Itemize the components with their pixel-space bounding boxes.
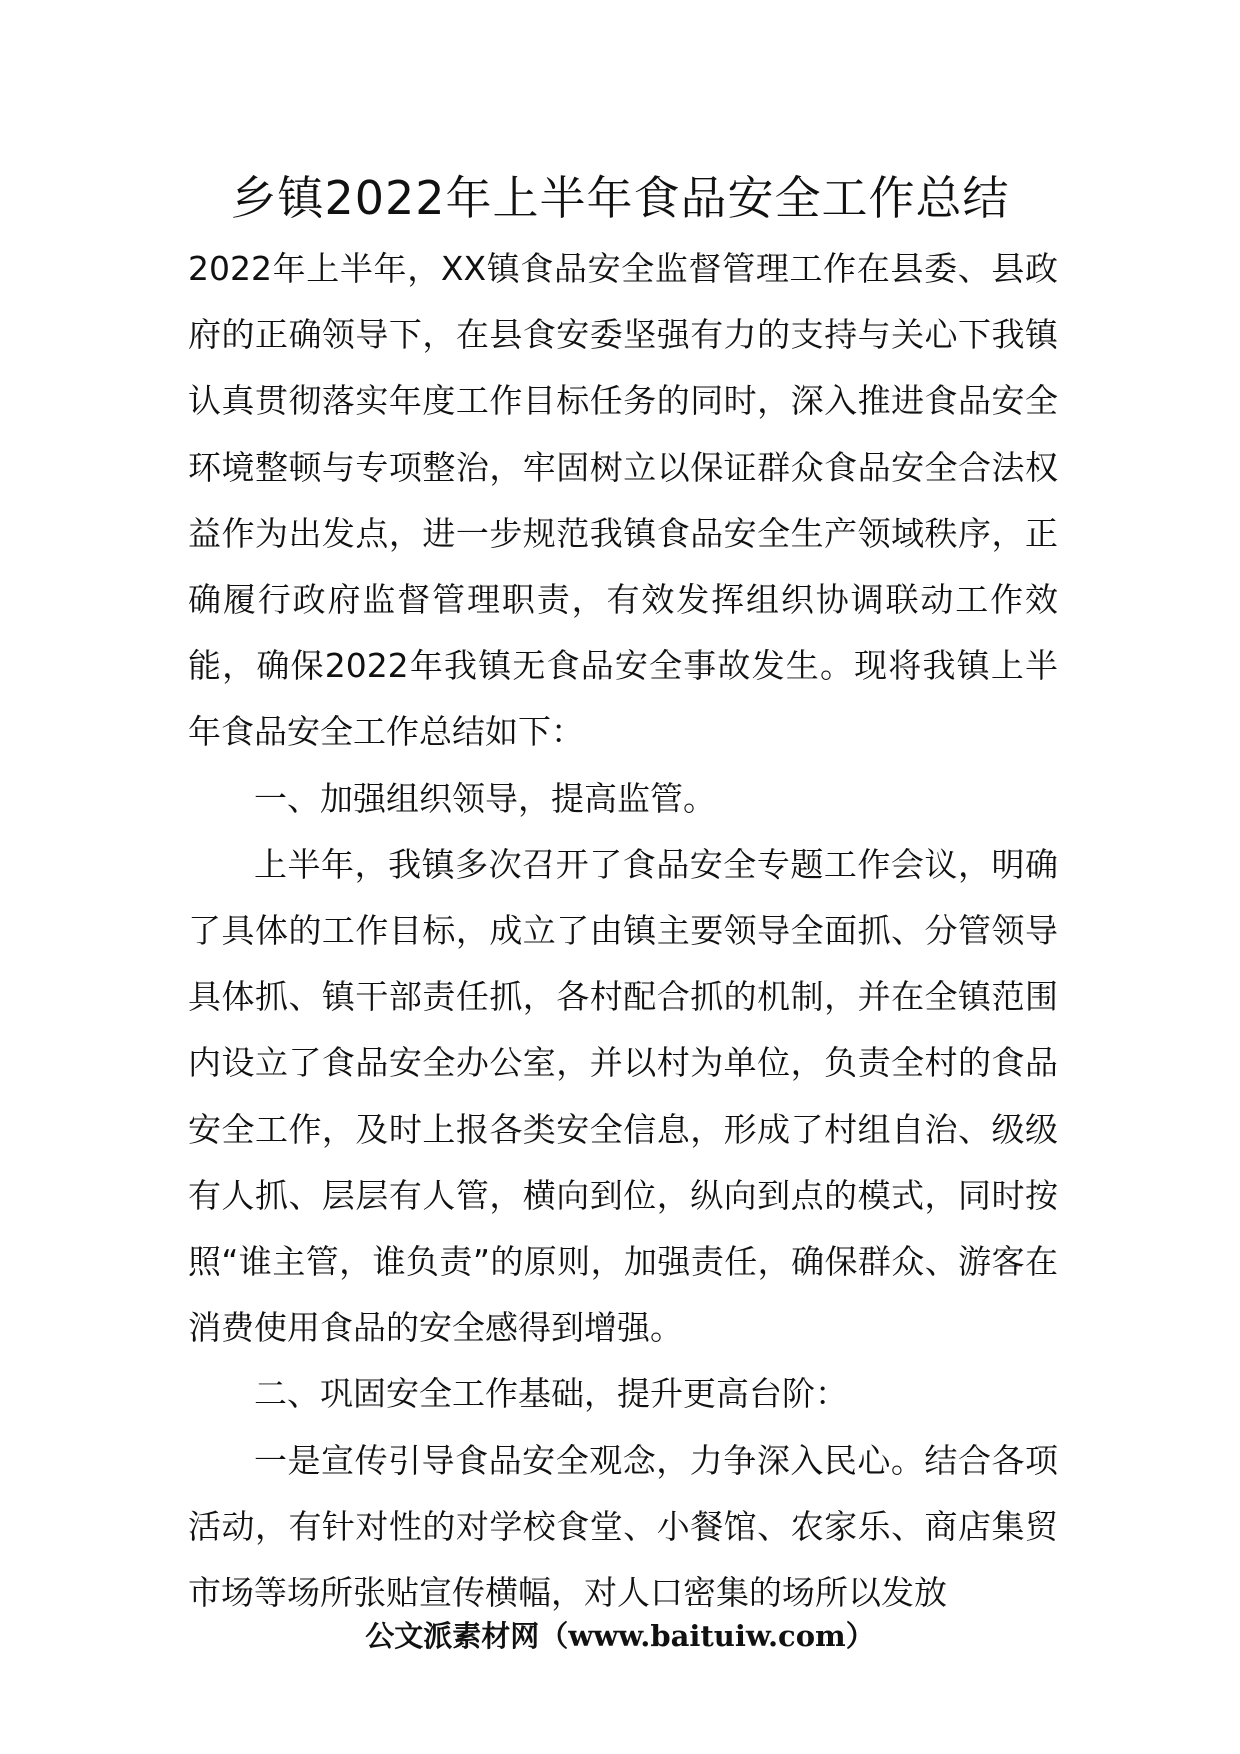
document-title: 乡镇2022年上半年食品安全工作总结 [230, 171, 1010, 225]
section-heading-2: 二、巩固安全工作基础，提升更高台阶： [254, 1374, 848, 1414]
paragraph-section-1: 上半年，我镇多次召开了食品安全专题工作会议，明确了具体的工作目标，成立了由镇主要领导全面抓、分管领导具体抓、镇干部责任抓，各村配合抓的机制，并在全镇范围内设立了食品安全办公室，并以村为单位，负责全村的食品安全工作，及时上报各类安全信息，形成了村组自治、级级有人抓、层层有人管，横向到位，纵向到点的模式，同时按照“谁主管，谁负责”的原则，加强责任，确保群众、游客在消费使用食品的安全感得到增强。 [188, 844, 1058, 1348]
section-heading-1: 一、加强组织领导，提高监管。 [254, 778, 716, 818]
document-body [188, 236, 1058, 1626]
paragraph-intro: 2022年上半年，XX镇食品安全监督管理工作在县委、县政府的正确领导下，在县食安委坚强有力的支持与关心下我镇认真贯彻落实年度工作目标任务的同时，深入推进食品安全环境整顿与专项整治，牢固树立以保证群众食品安全合法权益作为出发点，进一步规范我镇食品安全生产领域秩序，正确履行政府监督管理职责，有效发挥组织协调联动工作效能，确保2022年我镇无食品安全事故发生。现将我镇上半年食品安全工作总结如下： [188, 249, 1058, 752]
paragraph-section-2: 一是宣传引导食品安全观念，力争深入民心。结合各项活动，有针对性的对学校食堂、小餐馆、农家乐、商店集贸市场等场所张贴宣传横幅，对人口密集的场所以发放 [188, 1440, 1058, 1613]
footer-watermark: 公文派素材网（www.baituiw.com） [365, 1619, 875, 1653]
